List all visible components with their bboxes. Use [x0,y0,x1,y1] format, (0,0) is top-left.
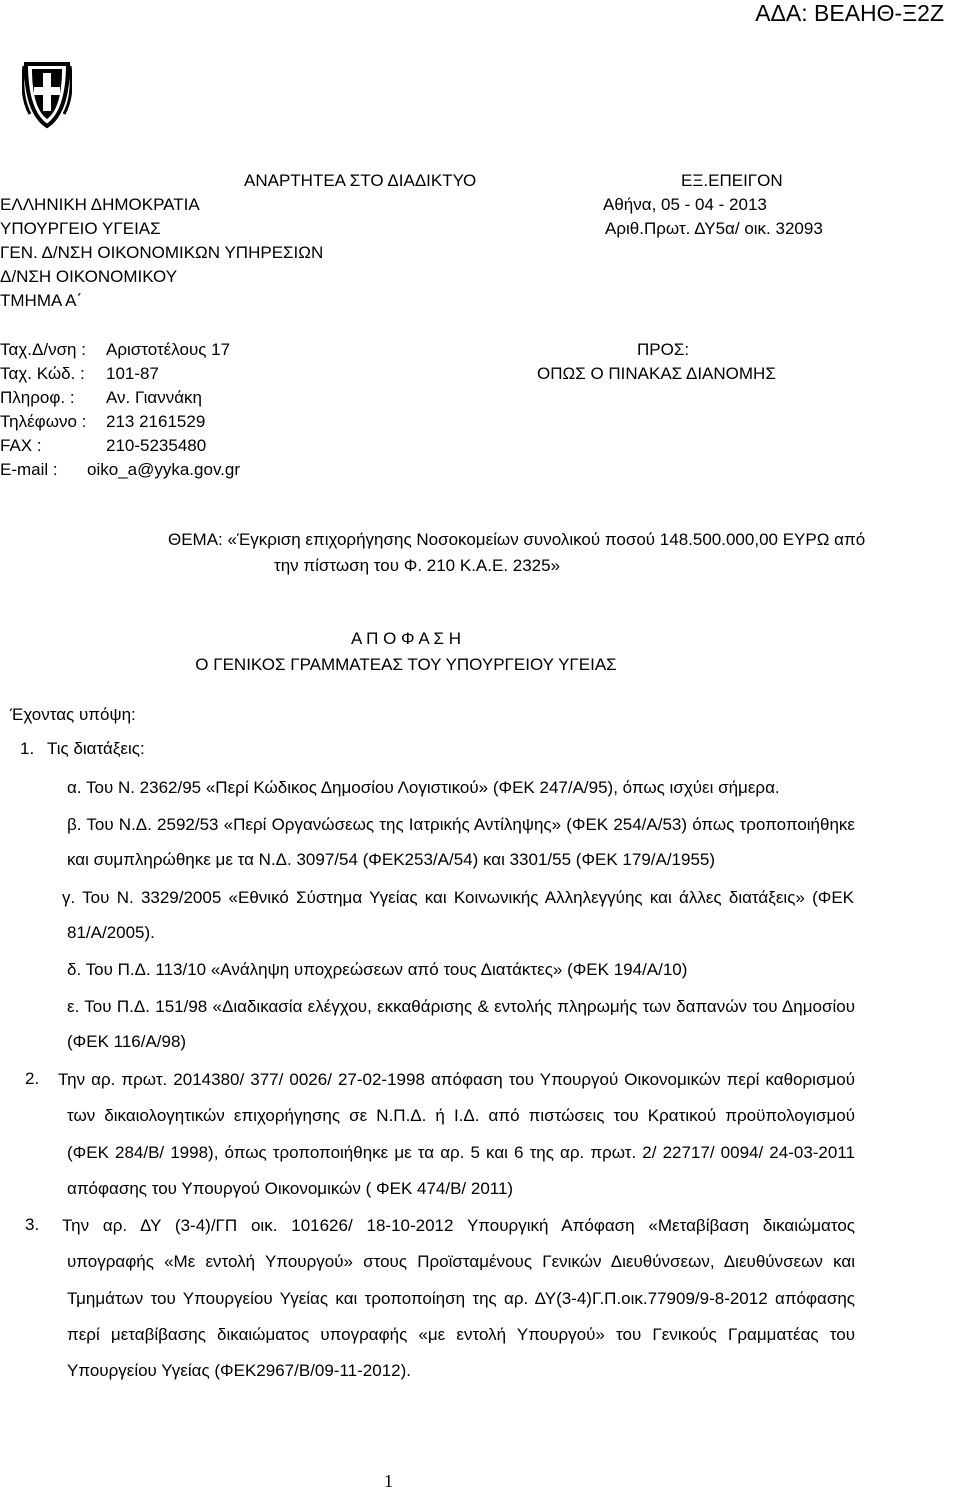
subject-line-2: την πίστωση του Φ. 210 Κ.Α.Ε. 2325» [274,556,561,575]
sub-item-e-line2: (ΦΕΚ 116/Α/98) [67,1032,187,1051]
protocol-number: Αριθ.Πρωτ. ΔΥ5α/ οικ. 32093 [605,219,823,238]
recipient-label: ΠΡΟΣ: [637,340,690,359]
item-number: 3. [25,1215,40,1234]
info-label: Πληροφ. : [0,388,75,407]
item-3-line5: Υπουργείου Υγείας (ΦΕΚ2967/Β/09-11-2012). [67,1361,411,1380]
email-label: E-mail : [0,460,58,479]
subject-line-1: ΘΕΜΑ: «Έγκριση επιχορήγησης Νοσοκομείων συνολικού ποσού 148.500.000,00 ΕΥΡΩ από [168,530,866,549]
fax-label: FAX : [0,436,42,455]
sub-item-b-line2: και συμπληρώθηκε με τα Ν.Δ. 3097/54 (ΦΕΚ253/Α/54) και 3301/55 (ΦΕΚ 179/Α/1955) [67,850,716,869]
org-line: Δ/ΝΣΗ ΟΙΚΟΝΟΜΙΚΟΥ [0,267,178,286]
post-online-label: ΑΝΑΡΤΗΤΕΑ ΣΤΟ ΔΙΑΔΙΚΤΥΟ [244,171,477,190]
item-2-line1: Την αρ. πρωτ. 2014380/ 377/ 0026/ 27-02-1998 απόφαση του Υπουργού Οικονομικών περί καθορισμού [58,1070,855,1089]
postcode-label: Ταχ. Κώδ. : [0,364,85,383]
org-line: ΥΠΟΥΡΓΕΙΟ ΥΓΕΙΑΣ [0,219,161,238]
address-value: Αριστοτέλους 17 [106,340,231,359]
org-line: ΕΛΛΗΝΙΚΗ ΔΗΜΟΚΡΑΤΙΑ [0,195,200,214]
page-number: 1 [384,1471,393,1491]
email-value: oiko_a@yyka.gov.gr [87,460,241,479]
decision-title: Α Π Ο Φ Α Σ Η [350,629,462,648]
phone-value: 213 2161529 [106,412,206,431]
date-line: Αθήνα, 05 - 04 - 2013 [603,195,767,214]
sub-item-e-line1: ε. Του Π.Δ. 151/98 «Διαδικασία ελέγχου, εκκαθάρισης & εντολής πληρωμής των δαπανών του Δημοσίου [67,997,855,1016]
sub-item-c-line2: 81/Α/2005). [67,923,155,942]
decision-issuer: Ο ΓΕΝΙΚΟΣ ΓΡΑΜΜΑΤΕΑΣ ΤΟΥ ΥΠΟΥΡΓΕΙΟΥ ΥΓΕΙΑΣ [195,655,617,674]
sub-item-d: δ. Του Π.Δ. 113/10 «Ανάληψη υποχρεώσεων από τους Διατάκτες» (ΦΕΚ 194/Α/10) [67,960,688,979]
sub-item-c-line1: γ. Του Ν. 3329/2005 «Εθνικό Σύστημα Υγείας και Κοινωνικής Αλληλεγγύης και άλλες διατάξεις» (ΦΕΚ [62,888,854,907]
item-number: 1. [20,739,35,758]
item-number: 2. [25,1069,40,1088]
ada-code: ΑΔΑ: ΒΕΑΗΘ-Ξ2Ζ [755,0,944,26]
item-3-line3: Τμημάτων του Υπουργείου Υγείας και τροποποίηση της αρ. ΔΥ(3-4)Γ.Π.οικ.77909/9-8-2012 απόφασης [67,1289,855,1308]
item-2-line3: (ΦΕΚ 284/Β/ 1998), όπως τροποποιήθηκε με τα αρ. 5 και 6 της αρ. πρωτ. 2/ 22717/ 0094/ 24-03-2011 [67,1143,855,1162]
org-line: ΤΜΗΜΑ Α΄ [0,291,83,310]
urgent-label: ΕΞ.ΕΠΕΙΓΟΝ [681,171,783,190]
item-3-line4: περί μεταβίβασης δικαιώματος υπογραφής «με εντολή Υπουργού» του Γενικούς Γραμματέας του [67,1325,855,1344]
considering-label: Έχοντας υπόψη: [10,705,136,724]
fax-value: 210-5235480 [106,436,207,455]
phone-label: Τηλέφωνο : [0,412,87,431]
info-value: Αν. Γιαννάκη [106,388,202,407]
address-label: Ταχ.Δ/νση : [0,340,86,359]
item-2-line2: των δικαιολογητικών επιχορήγησης σε Ν.Π.Δ. ή Ι.Δ. από πιστώσεις του Κρατικού προϋπολογισμού [67,1106,855,1125]
recipient-value: ΟΠΩΣ Ο ΠΙΝΑΚΑΣ ΔΙΑΝΟΜΗΣ [537,364,776,383]
greek-emblem-icon [22,56,72,130]
sub-item-a: α. Του Ν. 2362/95 «Περί Κώδικος Δημοσίου Λογιστικού» (ΦΕΚ 247/Α/95), όπως ισχύει σήμερα. [67,778,780,797]
sub-item-b-line1: β. Του Ν.Δ. 2592/53 «Περί Οργανώσεως της Ιατρικής Αντίληψης» (ΦΕΚ 254/Α/53) όπως τροποποιήθηκε [67,815,855,834]
item-3-line1: Την αρ. ΔΥ (3-4)/ΓΠ οικ. 101626/ 18-10-2012 Υπουργική Απόφαση «Μεταβίβαση δικαιώματος [62,1216,855,1235]
item-2-line4: απόφασης του Υπουργού Οικονομικών ( ΦΕΚ 474/Β/ 2011) [67,1179,514,1198]
item-3-line2: υπογραφής «Με εντολή Υπουργού» στους Προϊσταμένους Γενικών Διευθύνσεων, Διευθύνσεων και [67,1252,855,1271]
org-line: ΓΕΝ. Δ/ΝΣΗ ΟΙΚΟΝΟΜΙΚΩΝ ΥΠΗΡΕΣΙΩΝ [0,243,324,262]
item-title: Τις διατάξεις: [47,739,145,758]
postcode-value: 101-87 [106,364,159,383]
